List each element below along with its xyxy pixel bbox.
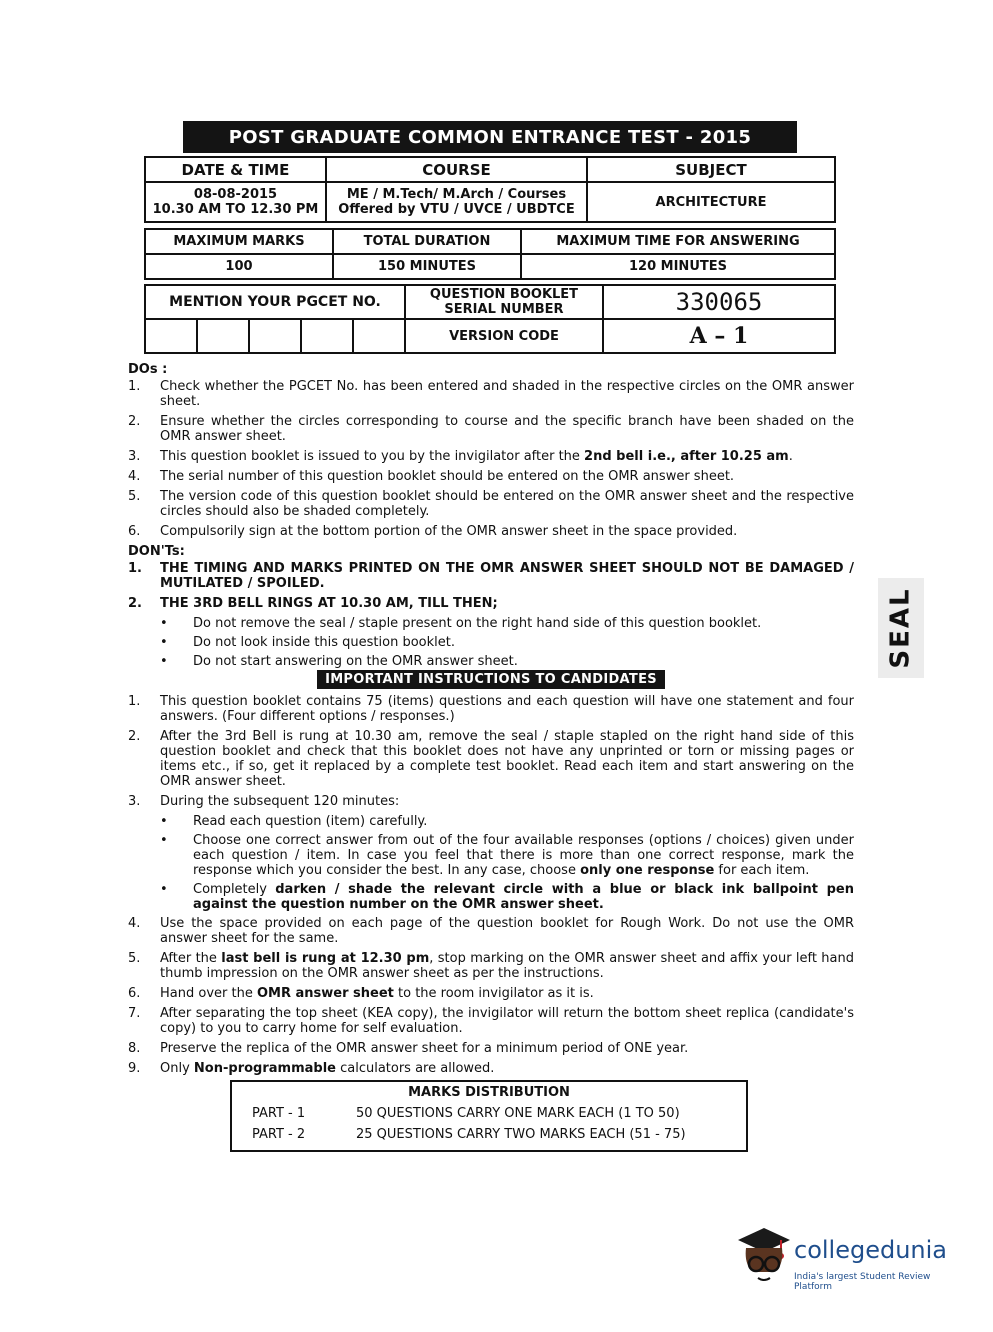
bullet-icon: •	[160, 814, 168, 829]
list-item	[128, 489, 854, 519]
item-number: 1.	[128, 561, 142, 576]
item-text	[160, 951, 854, 981]
item-text	[160, 1061, 854, 1076]
text-segment: , stop marking on the OMR answer sheet and affix your left hand thumb impression on the OMR answer sheet as per the instructions.	[160, 951, 855, 981]
instructions-heading-wrap	[128, 670, 854, 689]
text-segment-bold: 2nd bell i.e., after 10.25 am	[584, 449, 789, 464]
serial-label-line-2: SERIAL NUMBER	[444, 302, 564, 317]
item-text	[160, 449, 854, 464]
item-text: After the 3rd Bell is rung at 10.30 am, remove the seal / staple stapled on the right hand side of this question booklet and check that this booklet does not have any unprinted or torn or missing pages or items etc., if so, get it replaced by a complete test booklet. Read each item and start answering on the OMR answer sheet.	[160, 729, 854, 789]
seal-label: SEAL	[886, 587, 916, 669]
item-number: 2.	[128, 414, 141, 429]
list-item	[128, 1061, 854, 1076]
bullet-icon: •	[160, 654, 168, 669]
course-header: COURSE	[326, 157, 587, 182]
bullet-text: Do not remove the seal / staple present on the right hand side of this question booklet.	[193, 616, 762, 631]
text-segment: Hand over the	[160, 986, 257, 1001]
course-value	[326, 182, 587, 222]
version-label: VERSION CODE	[405, 319, 603, 353]
item-number: 5.	[128, 489, 141, 504]
marks-row	[232, 1127, 746, 1142]
item-number: 7.	[128, 1006, 141, 1021]
text-segment: Only	[160, 1061, 194, 1076]
item-number: 2.	[128, 596, 142, 611]
max-marks-value: 100	[145, 254, 333, 279]
text-segment: .	[788, 449, 793, 464]
text-segment: Completely	[193, 882, 276, 897]
max-marks-header: MAXIMUM MARKS	[145, 229, 333, 254]
bullet-item	[160, 882, 854, 912]
text-segment: This question booklet is issued to you by the invigilator after the	[160, 449, 585, 464]
subject-value: ARCHITECTURE	[587, 182, 835, 222]
bullet-text: Do not start answering on the OMR answer sheet.	[193, 654, 518, 669]
text-segment: After the	[160, 951, 222, 966]
page-title: POST GRADUATE COMMON ENTRANCE TEST - 2015	[183, 121, 797, 153]
bullet-text	[193, 882, 854, 912]
text-segment-bold: Non-programmable	[193, 1061, 336, 1076]
seal-strip	[878, 578, 924, 678]
watermark-brand: collegedunia	[794, 1236, 948, 1264]
pgcet-digit-box[interactable]	[249, 319, 301, 353]
max-time-header: MAXIMUM TIME FOR ANSWERING	[521, 229, 835, 254]
bullet-text	[193, 833, 854, 878]
item-number: 3.	[128, 449, 141, 464]
item-text: Preserve the replica of the OMR answer sheet for a minimum period of ONE year.	[160, 1041, 689, 1056]
dos-heading: DOs :	[128, 362, 168, 377]
item-number: 2.	[128, 729, 141, 744]
item-text: During the subsequent 120 minutes:	[160, 794, 400, 809]
subject-header: SUBJECT	[587, 157, 835, 182]
serial-label	[405, 285, 603, 319]
item-text: THE 3RD BELL RINGS AT 10.30 AM, TILL THEN;	[160, 596, 498, 611]
total-duration-value: 150 MINUTES	[333, 254, 521, 279]
serial-number: 330065	[603, 285, 835, 319]
item-number: 8.	[128, 1041, 141, 1056]
bullet-text: Read each question (item) carefully.	[193, 814, 428, 829]
list-item	[128, 561, 854, 591]
list-item	[128, 916, 854, 946]
date-time-value	[145, 182, 326, 222]
list-item	[128, 729, 854, 789]
bullet-icon: •	[160, 882, 168, 897]
item-number: 4.	[128, 469, 141, 484]
part-label: PART - 1	[252, 1106, 306, 1121]
pgcet-label: MENTION YOUR PGCET NO.	[145, 285, 405, 319]
item-text: THE TIMING AND MARKS PRINTED ON THE OMR ANSWER SHEET SHOULD NOT BE DAMAGED / MUTILATED / SPOILED.	[160, 561, 854, 591]
watermark-tagline: India's largest Student Review Platform	[794, 1272, 931, 1292]
bullet-icon: •	[160, 833, 168, 848]
list-item	[128, 449, 854, 464]
pgcet-digit-box[interactable]	[197, 319, 249, 353]
list-item	[128, 596, 854, 611]
part-description: 50 QUESTIONS CARRY ONE MARK EACH (1 TO 50)	[356, 1106, 680, 1121]
booklet-table	[144, 284, 836, 354]
item-number: 9.	[128, 1061, 141, 1076]
text-segment-bold: darken / shade the relevant circle with a blue or black ink ballpoint pen against the question number on the OMR answer sheet.	[193, 882, 855, 912]
course-line-2: Offered by VTU / UVCE / UBDTCE	[338, 202, 575, 217]
item-number: 6.	[128, 986, 141, 1001]
part-description: 25 QUESTIONS CARRY TWO MARKS EACH (51 - 75)	[356, 1127, 686, 1142]
instructions-content	[128, 360, 854, 1081]
item-text: Ensure whether the circles corresponding to course and the specific branch have been shaded on the OMR answer sheet.	[160, 414, 854, 444]
pgcet-digit-box[interactable]	[301, 319, 353, 353]
marks-table	[144, 228, 836, 280]
bullet-item	[160, 814, 854, 829]
bullet-item	[160, 616, 854, 631]
item-number: 5.	[128, 951, 141, 966]
graduate-mascot-icon	[736, 1226, 792, 1286]
exam-date: 08-08-2015	[193, 187, 278, 202]
date-time-header: DATE & TIME	[145, 157, 326, 182]
serial-label-line-1: QUESTION BOOKLET	[429, 287, 579, 302]
list-item	[128, 794, 854, 809]
bullet-icon: •	[160, 616, 168, 631]
text-segment: Choose one correct answer from out of the four available responses (options / choices) given under each question / item. In case you feel that there is more than one correct response, mark the response which you consider the best. In any case, choose	[193, 833, 854, 878]
text-segment: to the room invigilator as it is.	[393, 986, 594, 1001]
list-item	[128, 986, 854, 1001]
text-segment-bold: OMR answer sheet	[256, 986, 394, 1001]
item-text: Use the space provided on each page of the question booklet for Rough Work. Do not use the OMR answer sheet for the same.	[160, 916, 854, 946]
text-segment-bold: only one response	[580, 863, 715, 878]
part-label: PART - 2	[252, 1127, 306, 1142]
bullet-text: Do not look inside this question booklet.	[193, 635, 455, 650]
text-segment: calculators are allowed.	[335, 1061, 495, 1076]
item-text: Compulsorily sign at the bottom portion of the OMR answer sheet in the space provided.	[160, 524, 738, 539]
item-number: 3.	[128, 794, 141, 809]
text-segment-bold: last bell is rung at 12.30 pm	[221, 951, 430, 966]
list-item	[128, 469, 854, 484]
pgcet-digit-box[interactable]	[353, 319, 405, 353]
donts-heading: DON'Ts:	[128, 544, 185, 559]
pgcet-digit-box[interactable]	[145, 319, 197, 353]
bullet-item	[160, 635, 854, 650]
bullet-icon: •	[160, 635, 168, 650]
item-number: 6.	[128, 524, 141, 539]
course-line-1: ME / M.Tech/ M.Arch / Courses	[346, 187, 567, 202]
item-text: The version code of this question booklet should be entered on the OMR answer sheet and the respective circles should also be shaded completely.	[160, 489, 854, 519]
instructions-heading: IMPORTANT INSTRUCTIONS TO CANDIDATES	[317, 670, 665, 689]
info-table	[144, 156, 836, 223]
list-item	[128, 414, 854, 444]
version-code: A – 1	[603, 319, 835, 353]
item-number: 1.	[128, 694, 141, 709]
list-item	[128, 1041, 854, 1056]
item-text	[160, 986, 854, 1001]
item-number: 1.	[128, 379, 141, 394]
marks-row	[232, 1106, 746, 1121]
list-item	[128, 694, 854, 724]
item-text: The serial number of this question booklet should be entered on the OMR answer sheet.	[160, 469, 735, 484]
item-text: After separating the top sheet (KEA copy), the invigilator will return the bottom sheet replica (candidate's copy) to you to carry home for self evaluation.	[160, 1006, 854, 1036]
list-item	[128, 951, 854, 981]
marks-distribution-box	[230, 1080, 748, 1152]
bullet-item	[160, 833, 854, 878]
item-number: 4.	[128, 916, 141, 931]
max-time-value: 120 MINUTES	[521, 254, 835, 279]
list-item	[128, 1006, 854, 1036]
item-text: This question booklet contains 75 (items) questions and each question will have one statement and four answers. (Four different options / responses.)	[160, 694, 854, 724]
item-text: Check whether the PGCET No. has been entered and shaded in the respective circles on the OMR answer sheet.	[160, 379, 854, 409]
list-item	[128, 379, 854, 409]
text-segment: for each item.	[714, 863, 810, 878]
marks-distribution-heading: MARKS DISTRIBUTION	[408, 1085, 570, 1100]
bullet-item	[160, 654, 854, 669]
list-item	[128, 524, 854, 539]
watermark-logo	[736, 1226, 960, 1296]
exam-time: 10.30 AM TO 12.30 PM	[152, 202, 319, 217]
total-duration-header: TOTAL DURATION	[333, 229, 521, 254]
